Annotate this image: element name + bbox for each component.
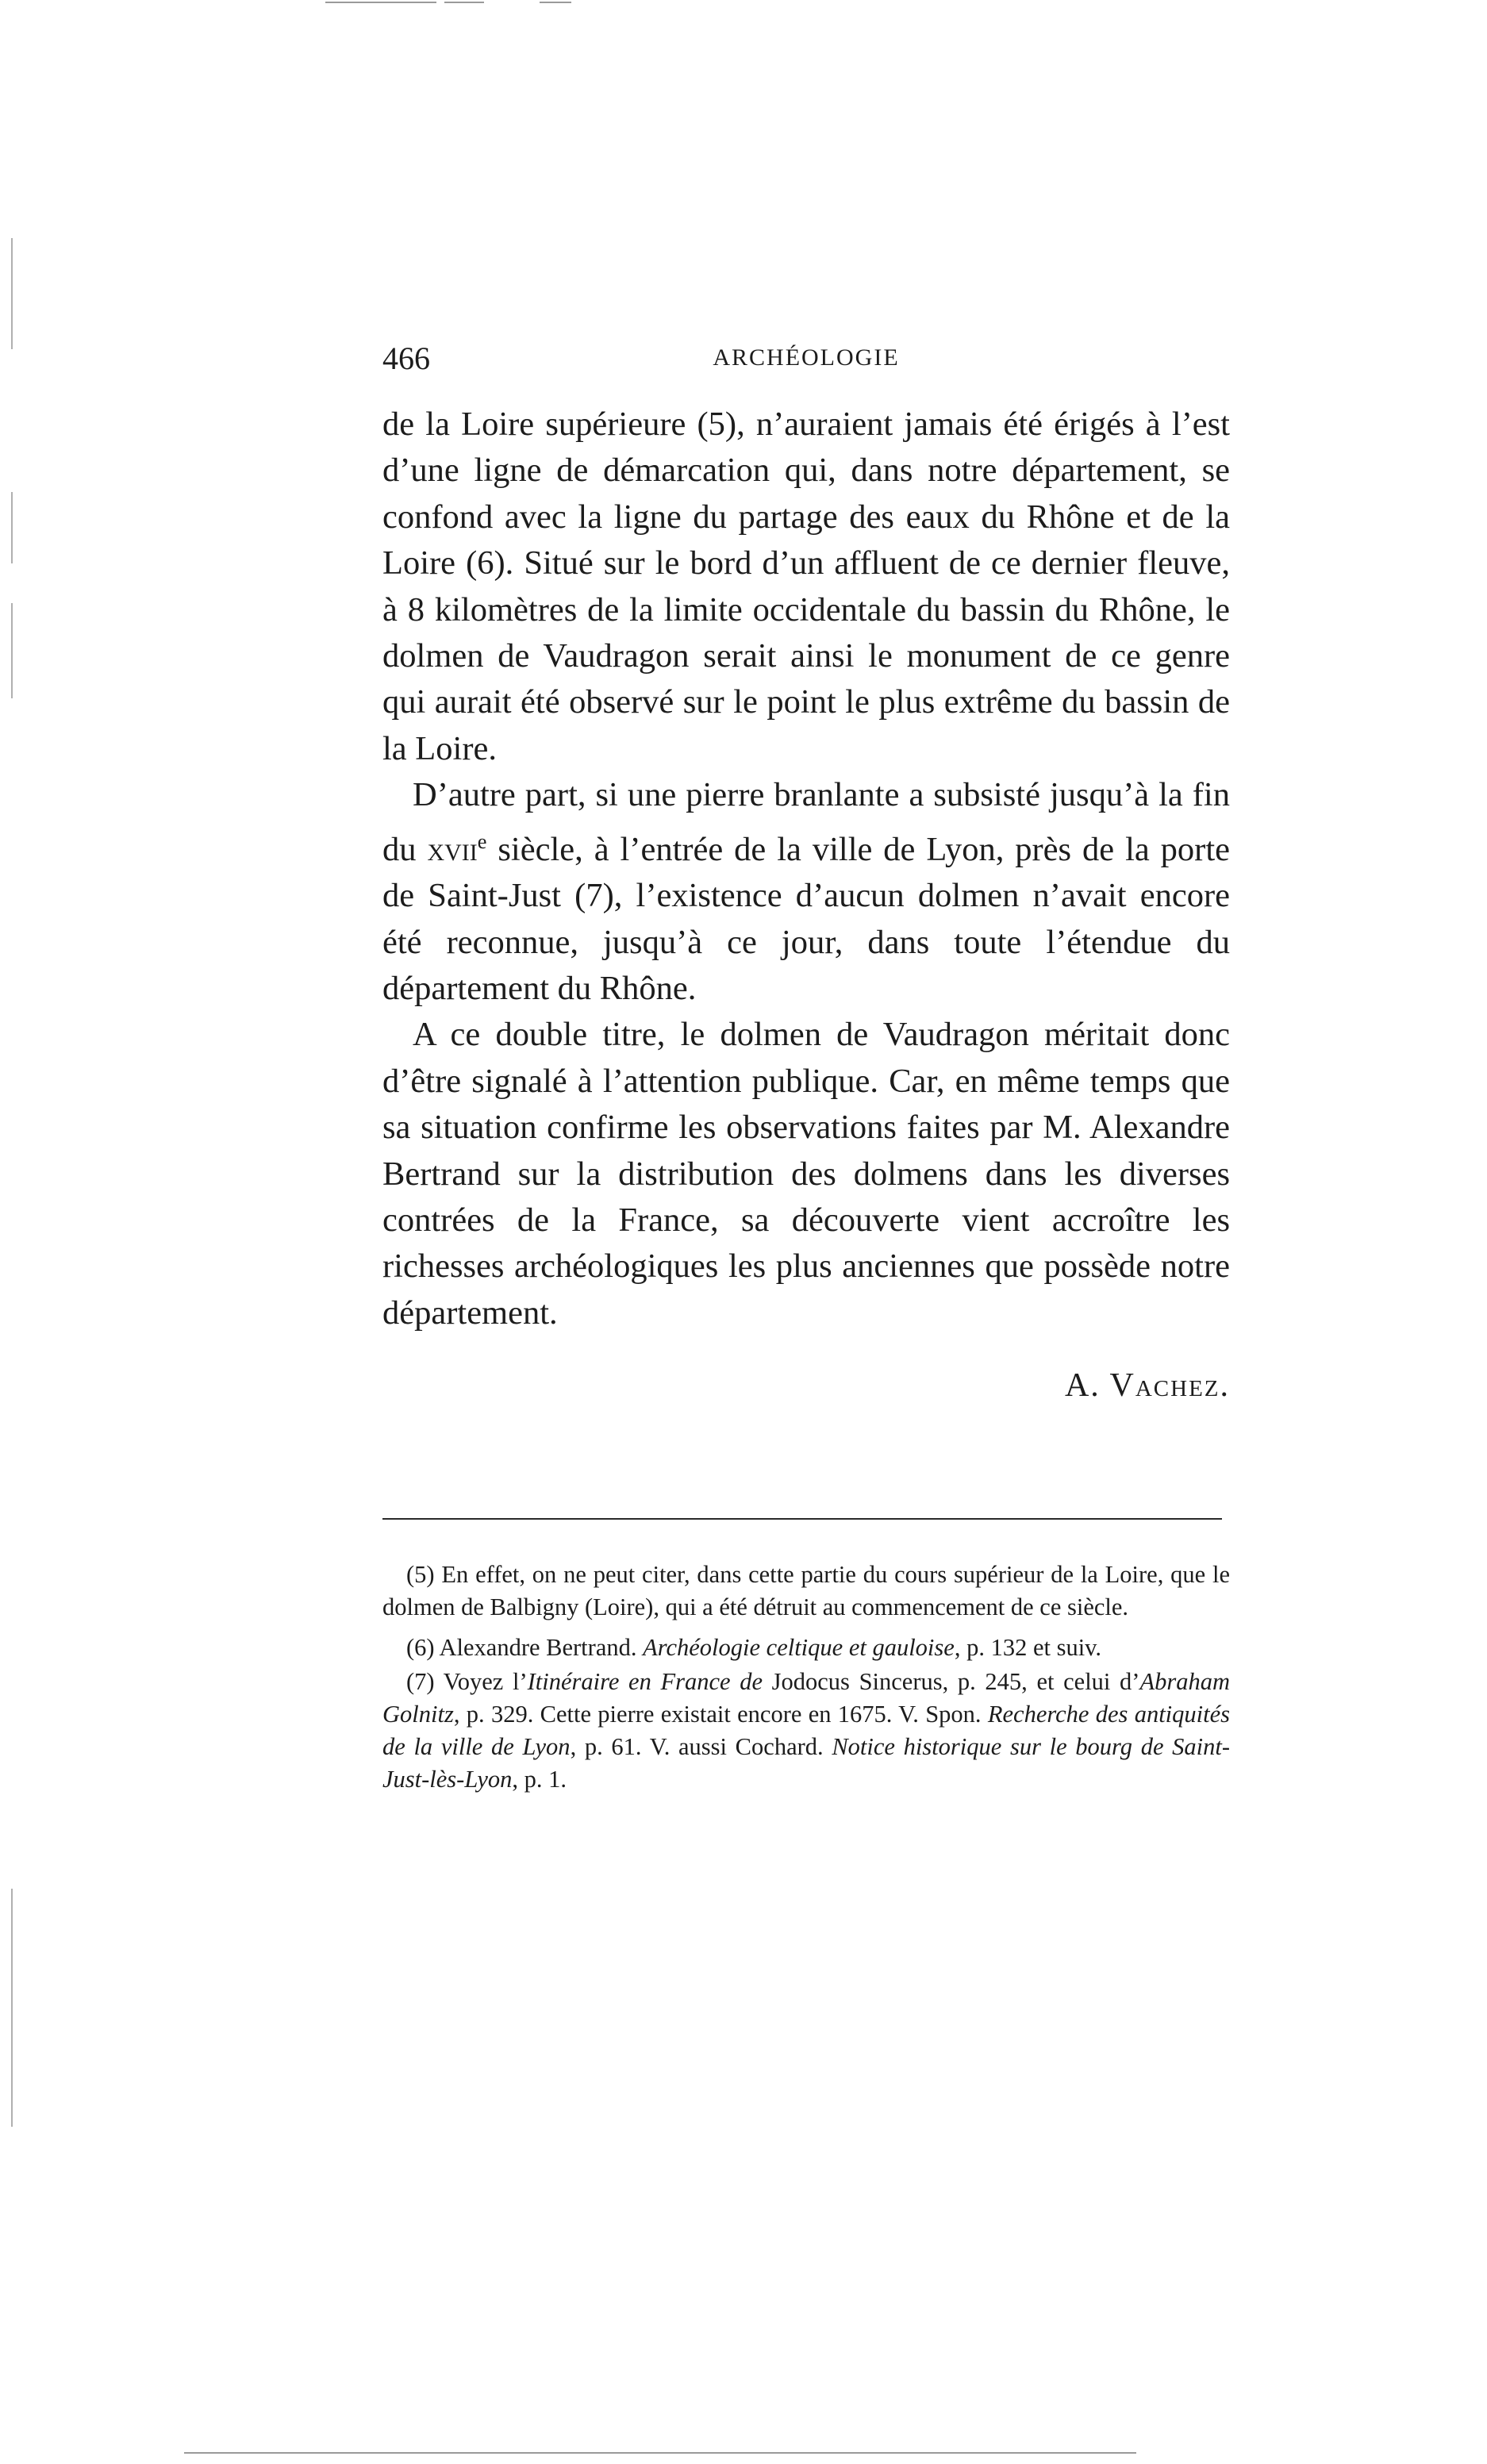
century-numeral: xvii <box>427 830 478 868</box>
footnote-7-part-b: Jodocus Sincerus, p. 245, et celui d’ <box>763 1668 1140 1695</box>
footnotes <box>382 1559 1230 1804</box>
footnote-7-title-1: Itinéraire en France de <box>527 1668 763 1695</box>
footnote-7-title-3: Recherche des antiquités de la ville de Lyon <box>382 1701 1230 1760</box>
paragraph-1: de la Loire supérieure (5), n’auraient jamais été érigés à l’est d’une ligne de démarcation qui, dans notre département, se confond avec la ligne du partage des eaux du Rhône et de la Loire (6). Situé sur le bord d’un affluent de ce dernier fleuve, à 8 kilomètres de la limite occidentale du bassin du Rhône, le dolmen de Vaudragon serait ainsi le monument de ce genre qui aurait été observé sur le point le plus extrême du bassin de la Loire. <box>382 406 1230 767</box>
footnote-6 <box>382 1632 1230 1664</box>
scan-artifact-top-1 <box>325 2 436 3</box>
paragraph-2-start: D’autre part, si une pierre branlante a subsisté jusqu’à la fin du <box>382 776 1230 868</box>
scan-artifact-top-3 <box>540 2 571 3</box>
scan-artifact-top-2 <box>444 2 484 3</box>
century-superscript: e <box>477 829 487 853</box>
scan-artifact-left-1 <box>11 238 13 349</box>
scan-artifact-left-2 <box>11 492 13 563</box>
footnote-5: (5) En effet, on ne peut citer, dans cette partie du cours supérieur de la Loire, que le dolmen de Balbigny (Loire), qui a été détruit au commencement de ce siècle. <box>382 1561 1230 1620</box>
scan-artifact-left-3 <box>11 603 13 698</box>
footnote-6-start: (6) Alexandre Bertrand. <box>406 1634 644 1661</box>
author-signature: A. Vachez. <box>1064 1367 1230 1404</box>
page-number: 466 <box>382 340 430 376</box>
running-title: ARCHÉOLOGIE <box>713 344 900 371</box>
footnote-divider <box>382 1518 1222 1520</box>
footnote-7-part-a: (7) Voyez l’ <box>406 1668 528 1695</box>
footnote-7-title-2: Abraham Golnitz <box>382 1668 1230 1728</box>
paragraph-3: A ce double titre, le dolmen de Vaudragon méritait donc d’être signalé à l’attention publique. Car, en même temps que sa situation confirme les observations faites par M. Alexandre Bertrand sur la distribution des dolmens dans les diverses contrées de la France, sa découverte vient accroître les richesses archéologiques les plus anciennes que possède notre département. <box>382 1016 1230 1332</box>
page-header <box>382 340 1230 387</box>
scan-artifact-left-4 <box>11 1889 13 2127</box>
scan-artifact-bottom-1 <box>184 2452 1136 2454</box>
footnote-6-end: , p. 132 et suiv. <box>954 1634 1102 1661</box>
footnote-7-part-d: , p. 61. V. aussi Cochard. <box>570 1733 832 1760</box>
footnote-6-title: Archéologie celtique et gauloise <box>643 1634 955 1661</box>
paragraph-2-end: siècle, à l’entrée de la ville de Lyon, près de la porte de Saint-Just (7), l’existence d’aucun dolmen n’avait encore été reconnue, jusqu’à ce jour, dans toute l’étendue du département du Rhône. <box>382 830 1230 1008</box>
body-text <box>382 402 1230 1336</box>
footnote-7-part-e: , p. 1. <box>512 1766 567 1793</box>
footnote-7-title-4: Notice historique sur le bourg de Saint-Just-lès-Lyon <box>382 1733 1231 1793</box>
footnote-7-part-c: , p. 329. Cette pierre existait encore en 1675. V. Spon. <box>453 1701 988 1728</box>
paragraph-2 <box>382 772 1230 1012</box>
footnote-7 <box>382 1666 1230 1796</box>
